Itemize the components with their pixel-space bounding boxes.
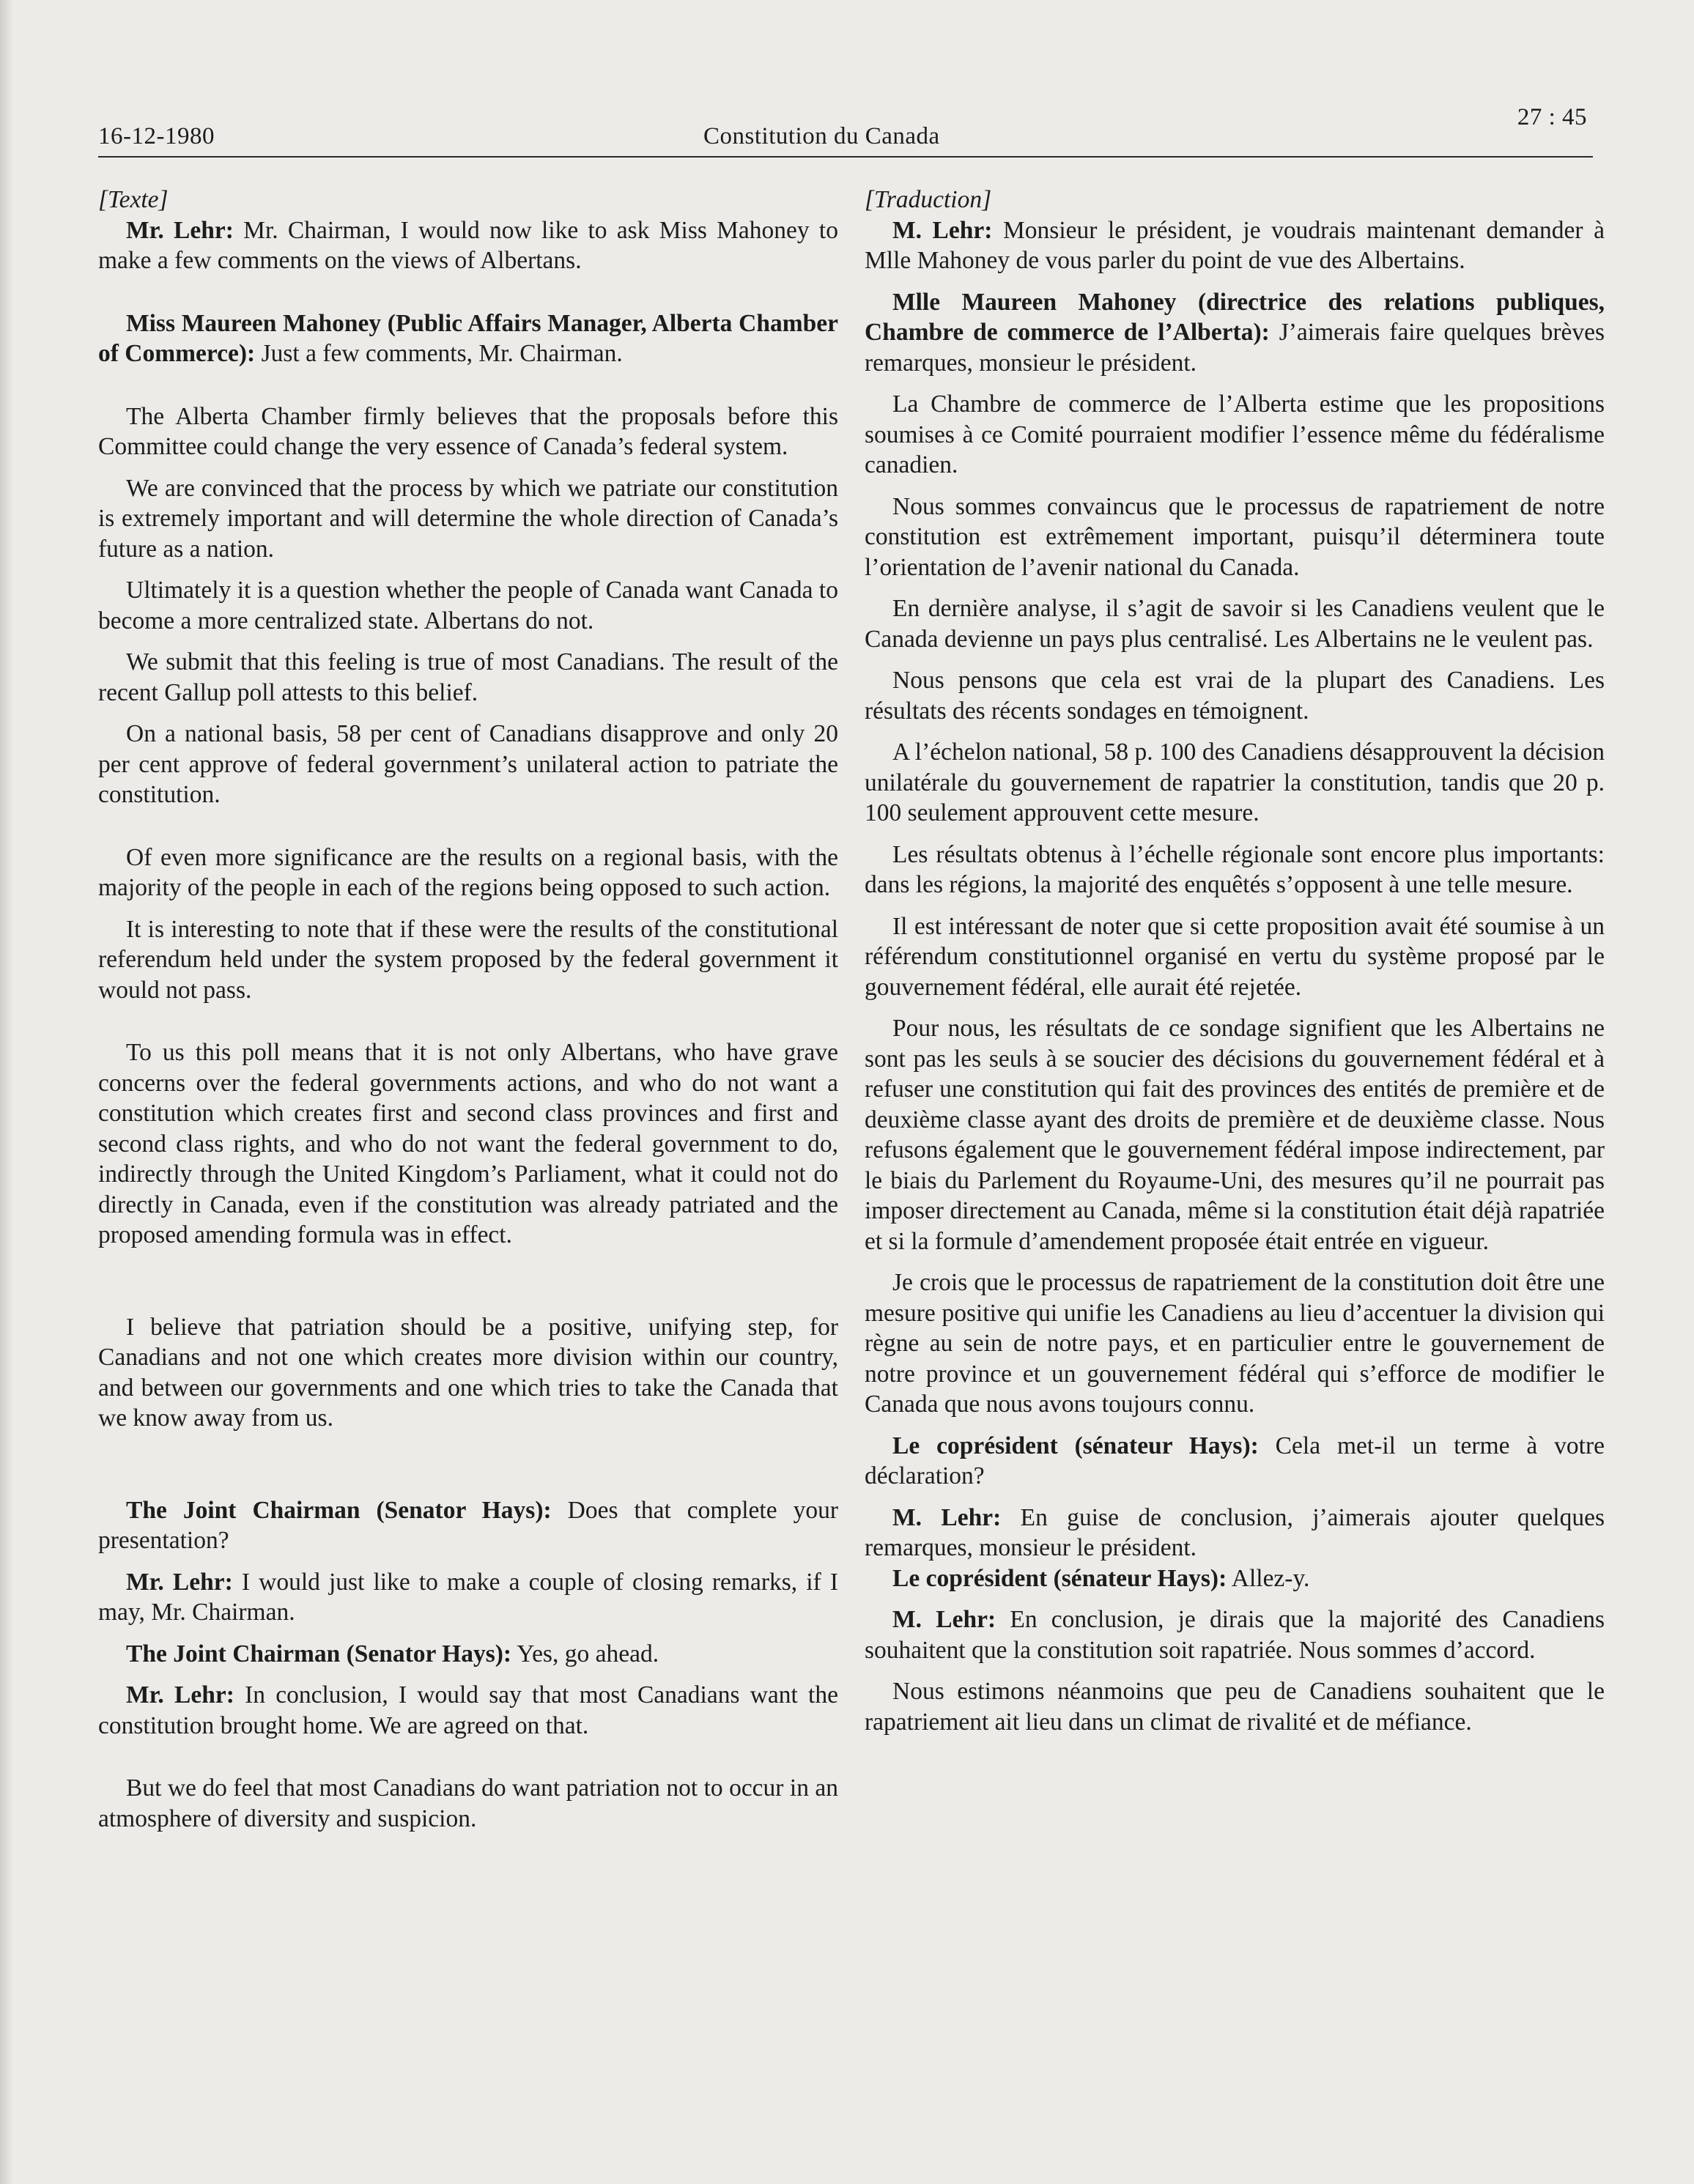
paragraph [98, 1567, 838, 1628]
english-column [98, 185, 838, 1834]
speaker-name: Mlle Maureen Mahoney (directrice des relations publiques, Chambre de commerce de l’Alberta): [865, 288, 1605, 346]
header-title: Constitution du Canada [703, 123, 940, 149]
paragraph: The Alberta Chamber firmly believes that the proposals before this Committee could change the very essence of Canada’s federal system. [98, 402, 838, 460]
speech-text: Allez-y. [1227, 1564, 1310, 1592]
speaker-name: The Joint Chairman (Senator Hays): [126, 1496, 552, 1524]
paragraph: On a national basis, 58 per cent of Canadians disapprove and only 20 per cent approve of federal government’s unilateral action to patriate the constitution. [98, 720, 838, 808]
paragraph: We are convinced that the process by which we patriate our constitution is extremely important and will determine the whole direction of Canada’s future as a nation. [98, 474, 838, 563]
paragraph [865, 1503, 1605, 1563]
paragraph: Nous sommes convaincus que le processus de rapatriement de notre constitution est extrêmement important, puisqu’il déterminera toute l’orientation de l’avenir national du Canada. [865, 492, 1605, 581]
paragraph [865, 1604, 1605, 1665]
paragraph: To us this poll means that it is not only Albertans, who have grave concerns over the federal governments actions, and who do not want a constitution which creates first and second class provinces and first and second class rights, and who do not want the federal government to do, indirectly through the United Kingdom’s Parliament, what it could not do directly in Canada, even if the constitution was already patriated and the proposed amending formula was in effect. [98, 1039, 838, 1248]
speech-text: Just a few comments, Mr. Chairman. [255, 340, 623, 367]
speaker-name: M. Lehr: [892, 1503, 1002, 1531]
paragraph: Il est intéressant de noter que si cette proposition avait été soumise à un référendum constitutionnel organisé en vertu du système proposé par le gouvernement fédéral, elle aurait été rejetée. [865, 912, 1605, 1001]
speech-text: I would just like to make a couple of closing remarks, if I may, Mr. Chairman. [98, 1568, 838, 1626]
translation-tag: [Traduction] [865, 186, 992, 213]
header-date: 16-12-1980 [98, 123, 215, 149]
paragraph: Nous estimons néanmoins que peu de Canadiens souhaitent que le rapatriement ait lieu dans un climat de rivalité et de méfiance. [865, 1678, 1605, 1736]
speaker-name: The Joint Chairman (Senator Hays): [126, 1640, 512, 1667]
paragraph: Je crois que le processus de rapatriement de la constitution doit être une mesure positive qui unifie les Canadiens au lieu d’accentuer la division qui règne au sein de notre pays, et en particulier entre le gouvernement de notre province et un gouvernement fédéral qui s’efforce de modifier le Canada que nous avons toujours connu. [865, 1269, 1605, 1418]
french-column [865, 185, 1605, 1737]
speaker-name: Miss Maureen Mahoney (Public Affairs Manager, Alberta Chamber of Commerce): [98, 309, 838, 367]
paragraph: En dernière analyse, il s’agit de savoir si les Canadiens veulent que le Canada devienne un pays plus centralisé. Les Albertains ne le veulent pas. [865, 595, 1605, 653]
paragraph: La Chambre de commerce de l’Alberta estime que les propositions soumises à ce Comité pourraient modifier l’essence même du fédéralisme canadien. [865, 390, 1605, 478]
paragraph [98, 1639, 838, 1670]
speech-text: Cela met-il un terme à votre déclaration? [865, 1432, 1605, 1489]
speaker-name: Mr. Lehr: [126, 1681, 234, 1709]
paragraph [865, 287, 1605, 379]
paragraph [98, 215, 838, 276]
paragraph [98, 308, 838, 369]
speaker-name: M. Lehr: [892, 216, 993, 244]
speech-text: Yes, go ahead. [511, 1640, 659, 1667]
speaker-name: Mr. Lehr: [126, 216, 234, 244]
text-tag: [Texte] [98, 186, 169, 213]
paragraph: I believe that patriation should be a positive, unifying step, for Canadians and not one which creates more division within our country, and between our governments and one which tries to take the Canada that we know away from us. [98, 1313, 838, 1432]
paragraph: Nous pensons que cela est vrai de la plupart des Canadiens. Les résultats des récents sondages en témoignent. [865, 667, 1605, 725]
paragraph [98, 1495, 838, 1556]
speech-text: En conclusion, je dirais que la majorité des Canadiens souhaitent que la constitution soit rapatriée. Nous sommes d’accord. [865, 1606, 1605, 1664]
speech-text: Does that complete your presentation? [98, 1496, 838, 1554]
paragraph [865, 1431, 1605, 1492]
paragraph [865, 1563, 1605, 1594]
page-header [98, 105, 1593, 158]
speech-text: Monsieur le président, je voudrais maintenant demander à Mlle Mahoney de vous parler du point de vue des Albertains. [865, 216, 1605, 274]
speech-text: J’aimerais faire quelques brèves remarques, monsieur le président. [865, 319, 1605, 377]
paragraph: It is interesting to note that if these were the results of the constitutional referendum held under the system proposed by the federal government it would not pass. [98, 915, 838, 1004]
paragraph: Of even more significance are the results on a regional basis, with the majority of the people in each of the regions being opposed to such action. [98, 843, 838, 901]
paragraph: Les résultats obtenus à l’échelle régionale sont encore plus importants: dans les régions, la majorité des enquêtés s’opposent à une telle mesure. [865, 840, 1605, 898]
speaker-name: M. Lehr: [892, 1606, 996, 1633]
paragraph [865, 215, 1605, 276]
speech-text: In conclusion, I would say that most Canadians want the constitution brought home. We are agreed on that. [98, 1681, 838, 1739]
paragraph: We submit that this feeling is true of most Canadians. The result of the recent Gallup poll attests to this belief. [98, 648, 838, 706]
paragraph: But we do feel that most Canadians do want patriation not to occur in an atmosphere of diversity and suspicion. [98, 1774, 838, 1832]
speaker-name: Le coprésident (sénateur Hays): [892, 1432, 1259, 1459]
speaker-name: Le coprésident (sénateur Hays): [892, 1564, 1227, 1592]
paragraph: Ultimately it is a question whether the people of Canada want Canada to become a more centralized state. Albertans do not. [98, 577, 838, 634]
paragraph: A l’échelon national, 58 p. 100 des Canadiens désapprouvent la décision unilatérale du gouvernement de rapatrier la constitution, tandis que 20 p. 100 seulement approuvent cette mesure. [865, 739, 1605, 826]
paragraph: Pour nous, les résultats de ce sondage signifient que les Albertains ne sont pas les seuls à se soucier des décisions du gouvernement fédéral et à refuser une constitution qui fait des provinces des entités de première et de deuxième classe ayant des droits de première et de deuxième classe. Nous refusons également que le gouvernement fédéral impose indirectement, par le biais du Parlement du Royaume-Uni, des mesures qu’il ne pourrait pas imposer directement au Canada, même si la constitution était déjà rapatriée et si la formule d’amendement proposée était entrée en vigueur. [865, 1015, 1605, 1255]
speech-text: En guise de conclusion, j’aimerais ajouter quelques remarques, monsieur le président. [865, 1503, 1605, 1561]
page-edge-shadow [0, 0, 13, 2184]
paragraph [98, 1680, 838, 1741]
speaker-name: Mr. Lehr: [126, 1568, 233, 1596]
speech-text: Mr. Chairman, I would now like to ask Miss Mahoney to make a few comments on the views of Albertans. [98, 216, 838, 274]
header-page-number: 27 : 45 [1517, 104, 1587, 130]
